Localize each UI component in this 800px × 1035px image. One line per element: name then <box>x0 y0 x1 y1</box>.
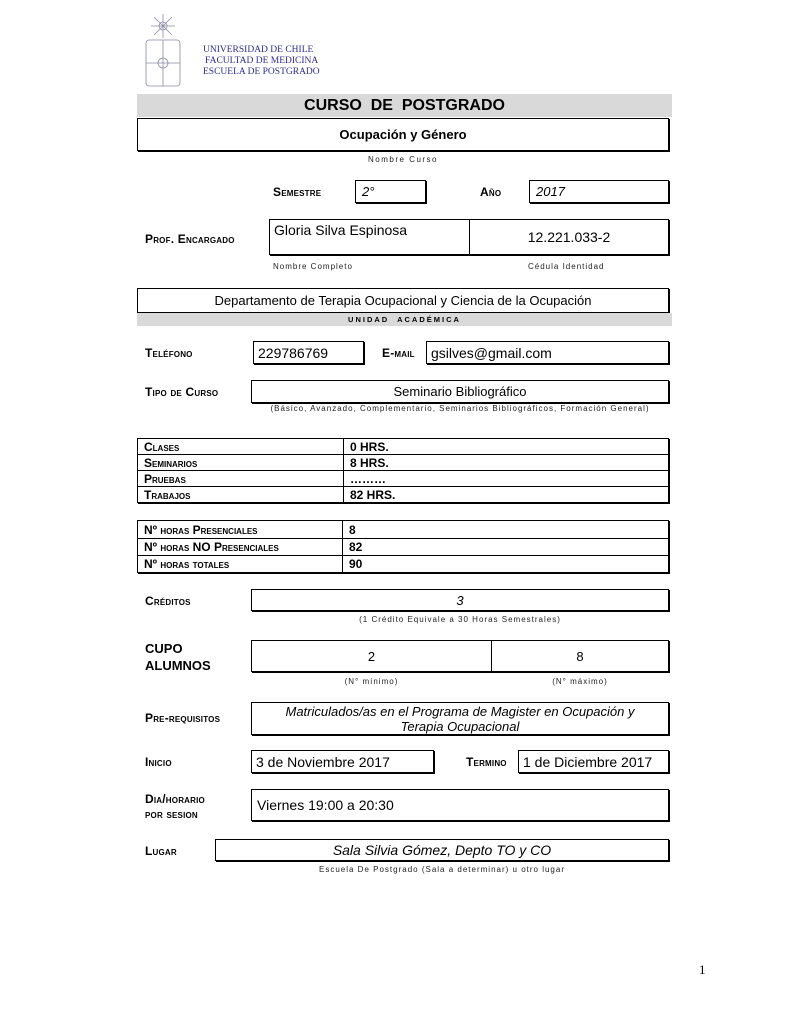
row-label: Pruebas <box>138 471 344 487</box>
termino-field: 1 de Diciembre 2017 <box>518 750 669 773</box>
tipo-curso-note: (Básico, Avanzado, Complementario, Seminarios Bibliográficos, Formación General) <box>270 404 650 413</box>
horario-label-2: por sesion <box>145 807 198 821</box>
semestre-field: 2° <box>355 180 426 203</box>
row-label: Clases <box>138 439 344 455</box>
table-row <box>138 521 669 539</box>
profesor-name-field: Gloria Silva Espinosa <box>269 219 470 255</box>
unidad-field: Departamento de Terapia Ocupacional y Ciencia de la Ocupación <box>137 288 669 313</box>
table-row <box>138 439 669 455</box>
tipo-curso-field: Seminario Bibliográfico <box>251 380 669 403</box>
profesor-label: Prof. Encargado <box>145 232 235 246</box>
lugar-note: Escuela De Postgrado (Sala a determinar) u otro lugar <box>319 865 565 874</box>
university-name: UNIVERSIDAD DE CHILE <box>203 45 314 55</box>
school-name: ESCUELA DE POSTGRADO <box>203 67 320 77</box>
cupo-max-field: 8 <box>491 640 669 672</box>
lugar-field: Sala Silvia Gómez, Depto TO y CO <box>215 839 669 861</box>
table-row <box>138 471 669 487</box>
cupo-label: CUPO <box>145 641 183 656</box>
lugar-label: Lugar <box>145 844 177 858</box>
page-title: CURSO DE POSTGRADO <box>137 94 672 117</box>
profesor-id-caption: Cédula Identidad <box>528 262 605 271</box>
horario-field: Viernes 19:00 a 20:30 <box>251 789 669 821</box>
telefono-label: Teléfono <box>145 346 193 360</box>
prerequisitos-line: Terapia Ocupacional <box>400 718 520 734</box>
table-row <box>138 556 669 573</box>
faculty-name: FACULTAD DE MEDICINA <box>205 56 319 66</box>
row-value: 90 <box>343 556 669 573</box>
anio-label: Año <box>480 185 502 199</box>
alumnos-label: ALUMNOS <box>145 658 211 673</box>
course-name-field: Ocupación y Género <box>137 118 669 151</box>
page-number: 1 <box>699 962 706 977</box>
telefono-field: 229786769 <box>253 341 364 364</box>
row-value: 82 <box>343 539 669 556</box>
tipo-curso-label: Tipo de Curso <box>145 385 219 399</box>
row-value: 8 HRS. <box>344 455 669 471</box>
email-label: E-mail <box>382 346 415 360</box>
cupo-min-field: 2 <box>251 640 492 672</box>
termino-label: Termino <box>466 755 507 769</box>
row-label: Nº horas Presenciales <box>138 521 343 539</box>
row-label: Seminarios <box>138 455 344 471</box>
horas-table <box>137 438 669 503</box>
creditos-field: 3 <box>251 589 669 611</box>
row-label: Trabajos <box>138 487 344 503</box>
course-name-caption: Nombre Curso <box>367 155 438 164</box>
row-label: Nº horas NO Presenciales <box>138 539 343 556</box>
inicio-label: Inicio <box>145 755 172 769</box>
anio-field: 2017 <box>529 180 669 203</box>
prerequisitos-label: Pre-requisitos <box>145 711 221 725</box>
profesor-name-caption: Nombre Completo <box>273 262 353 271</box>
cupo-max-caption: (N° máximo) <box>552 677 608 686</box>
row-value: 8 <box>343 521 669 539</box>
table-row <box>138 455 669 471</box>
prerequisitos-field <box>251 702 669 735</box>
profesor-id-field: 12.221.033-2 <box>469 219 669 255</box>
creditos-label: Créditos <box>145 594 191 608</box>
row-value: 82 HRS. <box>344 487 669 503</box>
university-seal-logo <box>143 14 183 88</box>
semestre-label: Semestre <box>273 185 322 199</box>
row-value: 0 HRS. <box>344 439 669 455</box>
cupo-min-caption: (N° mínimo) <box>344 677 399 686</box>
horario-label: Dia/horario <box>145 792 205 806</box>
totales-table <box>137 520 669 573</box>
table-row <box>138 539 669 556</box>
creditos-note: (1 Crédito Equivale a 30 Horas Semestrales) <box>359 615 561 624</box>
unidad-caption: UNIDAD ACADÉMICA <box>137 313 672 326</box>
table-row <box>138 487 669 503</box>
prerequisitos-line: Matriculados/as en el Programa de Magister en Ocupación y <box>285 703 635 719</box>
row-label: Nº horas totales <box>138 556 343 573</box>
email-field: gsilves@gmail.com <box>426 341 669 364</box>
row-value: ……… <box>344 471 669 487</box>
inicio-field: 3 de Noviembre 2017 <box>251 750 434 773</box>
